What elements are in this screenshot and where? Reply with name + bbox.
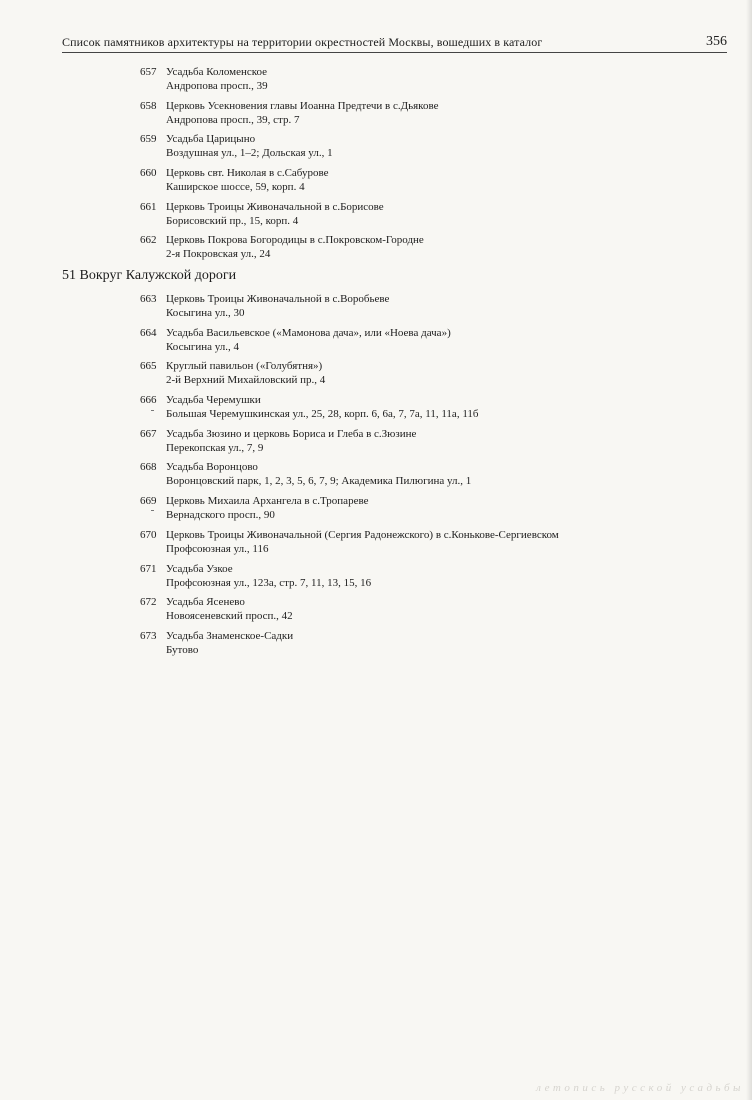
entry-number: 666 xyxy=(140,394,157,407)
entry-address: Воздушная ул., 1–2; Дольская ул., 1 xyxy=(166,147,333,160)
entry-name: Усадьба Знаменское-Садки xyxy=(166,629,294,642)
entry-number: 669 xyxy=(140,495,157,508)
entry-number: 671 xyxy=(140,562,157,575)
catalog-entry xyxy=(0,359,752,393)
series-watermark: летопись русской усадьбы xyxy=(536,1082,744,1094)
entry-address: Профсоюзная ул., 116 xyxy=(166,542,269,555)
page-number: 356 xyxy=(706,34,727,49)
catalog-entry xyxy=(0,200,752,234)
entry-name: Усадьба Узкое xyxy=(166,562,233,575)
entry-name: Усадьба Ясенево xyxy=(166,596,245,609)
catalog-entry xyxy=(0,233,752,267)
entry-address: Бутово xyxy=(166,643,199,656)
entry-number: 670 xyxy=(140,528,157,541)
entry-number: 668 xyxy=(140,461,157,474)
entry-number: 672 xyxy=(140,596,157,609)
entry-name: Церковь Покрова Богородицы в с.Покровском-Городне xyxy=(166,234,424,247)
catalog-entry xyxy=(0,460,752,494)
entry-name: Усадьба Воронцово xyxy=(166,461,258,474)
entry-address: Воронцовский парк, 1, 2, 3, 5, 6, 7, 9; Академика Пилюгина ул., 1 xyxy=(166,475,472,488)
catalog-entry xyxy=(0,393,752,427)
entry-name: Церковь Михаила Архангела в с.Тропареве xyxy=(166,495,369,508)
entry-number: 658 xyxy=(140,99,157,112)
entry-address: Большая Черемушкинская ул., 25, 28, корп. 6, 6а, 7, 7а, 11, 11а, 11б xyxy=(166,408,479,421)
entry-name: Усадьба Царицыно xyxy=(166,133,256,146)
entry-address: Каширское шоссе, 59, корп. 4 xyxy=(166,181,305,194)
running-head xyxy=(62,35,727,53)
entry-name: Усадьба Зюзино и церковь Бориса и Глеба в с.Зюзине xyxy=(166,427,417,440)
catalog-entry xyxy=(0,528,752,562)
entry-name: Усадьба Васильевское («Мамонова дача», или «Ноева дача») xyxy=(166,326,451,339)
entry-address: Вернадского просп., 90 xyxy=(166,509,275,522)
entry-list-group-1 xyxy=(0,65,752,267)
catalog-entry xyxy=(0,427,752,461)
entry-address: Борисовский пр., 15, корп. 4 xyxy=(166,214,299,227)
catalog-entry xyxy=(0,629,752,663)
entry-list-group-2 xyxy=(0,292,752,663)
entry-address: Андропова просп., 39, стр. 7 xyxy=(166,113,300,126)
entry-address: 2-я Покровская ул., 24 xyxy=(166,248,271,261)
entry-number: 660 xyxy=(140,167,157,180)
entry-name: Церковь Троицы Живоначальной в с.Борисове xyxy=(166,200,384,213)
catalog-entry xyxy=(0,99,752,133)
catalog-entry xyxy=(0,494,752,528)
entry-number: 663 xyxy=(140,293,157,305)
entry-address: Перекопская ул., 7, 9 xyxy=(166,441,264,454)
catalog-entry xyxy=(0,326,752,360)
entry-number: 661 xyxy=(140,200,157,213)
catalog-entry xyxy=(0,595,752,629)
catalog-entry xyxy=(0,166,752,200)
entry-name: Усадьба Коломенское xyxy=(166,66,268,78)
entry-number: 667 xyxy=(140,427,157,440)
running-title: Список памятников архитектуры на территории окрестностей Москвы, вошедших в каталог xyxy=(62,35,543,49)
entry-name: Усадьба Черемушки xyxy=(166,394,261,407)
scan-speck xyxy=(151,510,154,511)
entry-address: Косыгина ул., 30 xyxy=(166,307,245,319)
entry-address: Профсоюзная ул., 123а, стр. 7, 11, 13, 15, 16 xyxy=(166,576,372,589)
catalog-entry xyxy=(0,292,752,326)
scan-speck xyxy=(151,410,154,411)
entry-name: Церковь Троицы Живоначальной (Сергия Радонежского) в с.Конькове-Сергиевском xyxy=(166,528,559,541)
entry-number: 673 xyxy=(140,629,157,642)
section-heading: 51 Вокруг Калужской дороги xyxy=(62,268,237,283)
entry-number: 662 xyxy=(140,234,157,247)
entry-name: Церковь свт. Николая в с.Сабурове xyxy=(166,167,329,180)
entry-address: Андропова просп., 39 xyxy=(166,80,268,92)
entry-name: Церковь Усекновения главы Иоанна Предтечи в с.Дьякове xyxy=(166,99,439,112)
catalog-entry xyxy=(0,132,752,166)
entry-number: 657 xyxy=(140,66,157,78)
header-rule xyxy=(62,52,727,53)
entry-address: Косыгина ул., 4 xyxy=(166,340,240,353)
entry-number: 659 xyxy=(140,133,157,146)
entry-address: 2-й Верхний Михайловский пр., 4 xyxy=(166,374,326,387)
entry-name: Церковь Троицы Живоначальной в с.Воробьеве xyxy=(166,293,390,305)
catalog-entry xyxy=(0,562,752,596)
entry-number: 664 xyxy=(140,326,157,339)
entry-address: Новоясеневский просп., 42 xyxy=(166,610,293,623)
catalog-entry xyxy=(0,65,752,99)
entry-name: Круглый павильон («Голубятня») xyxy=(166,360,323,373)
entry-number: 665 xyxy=(140,360,157,373)
